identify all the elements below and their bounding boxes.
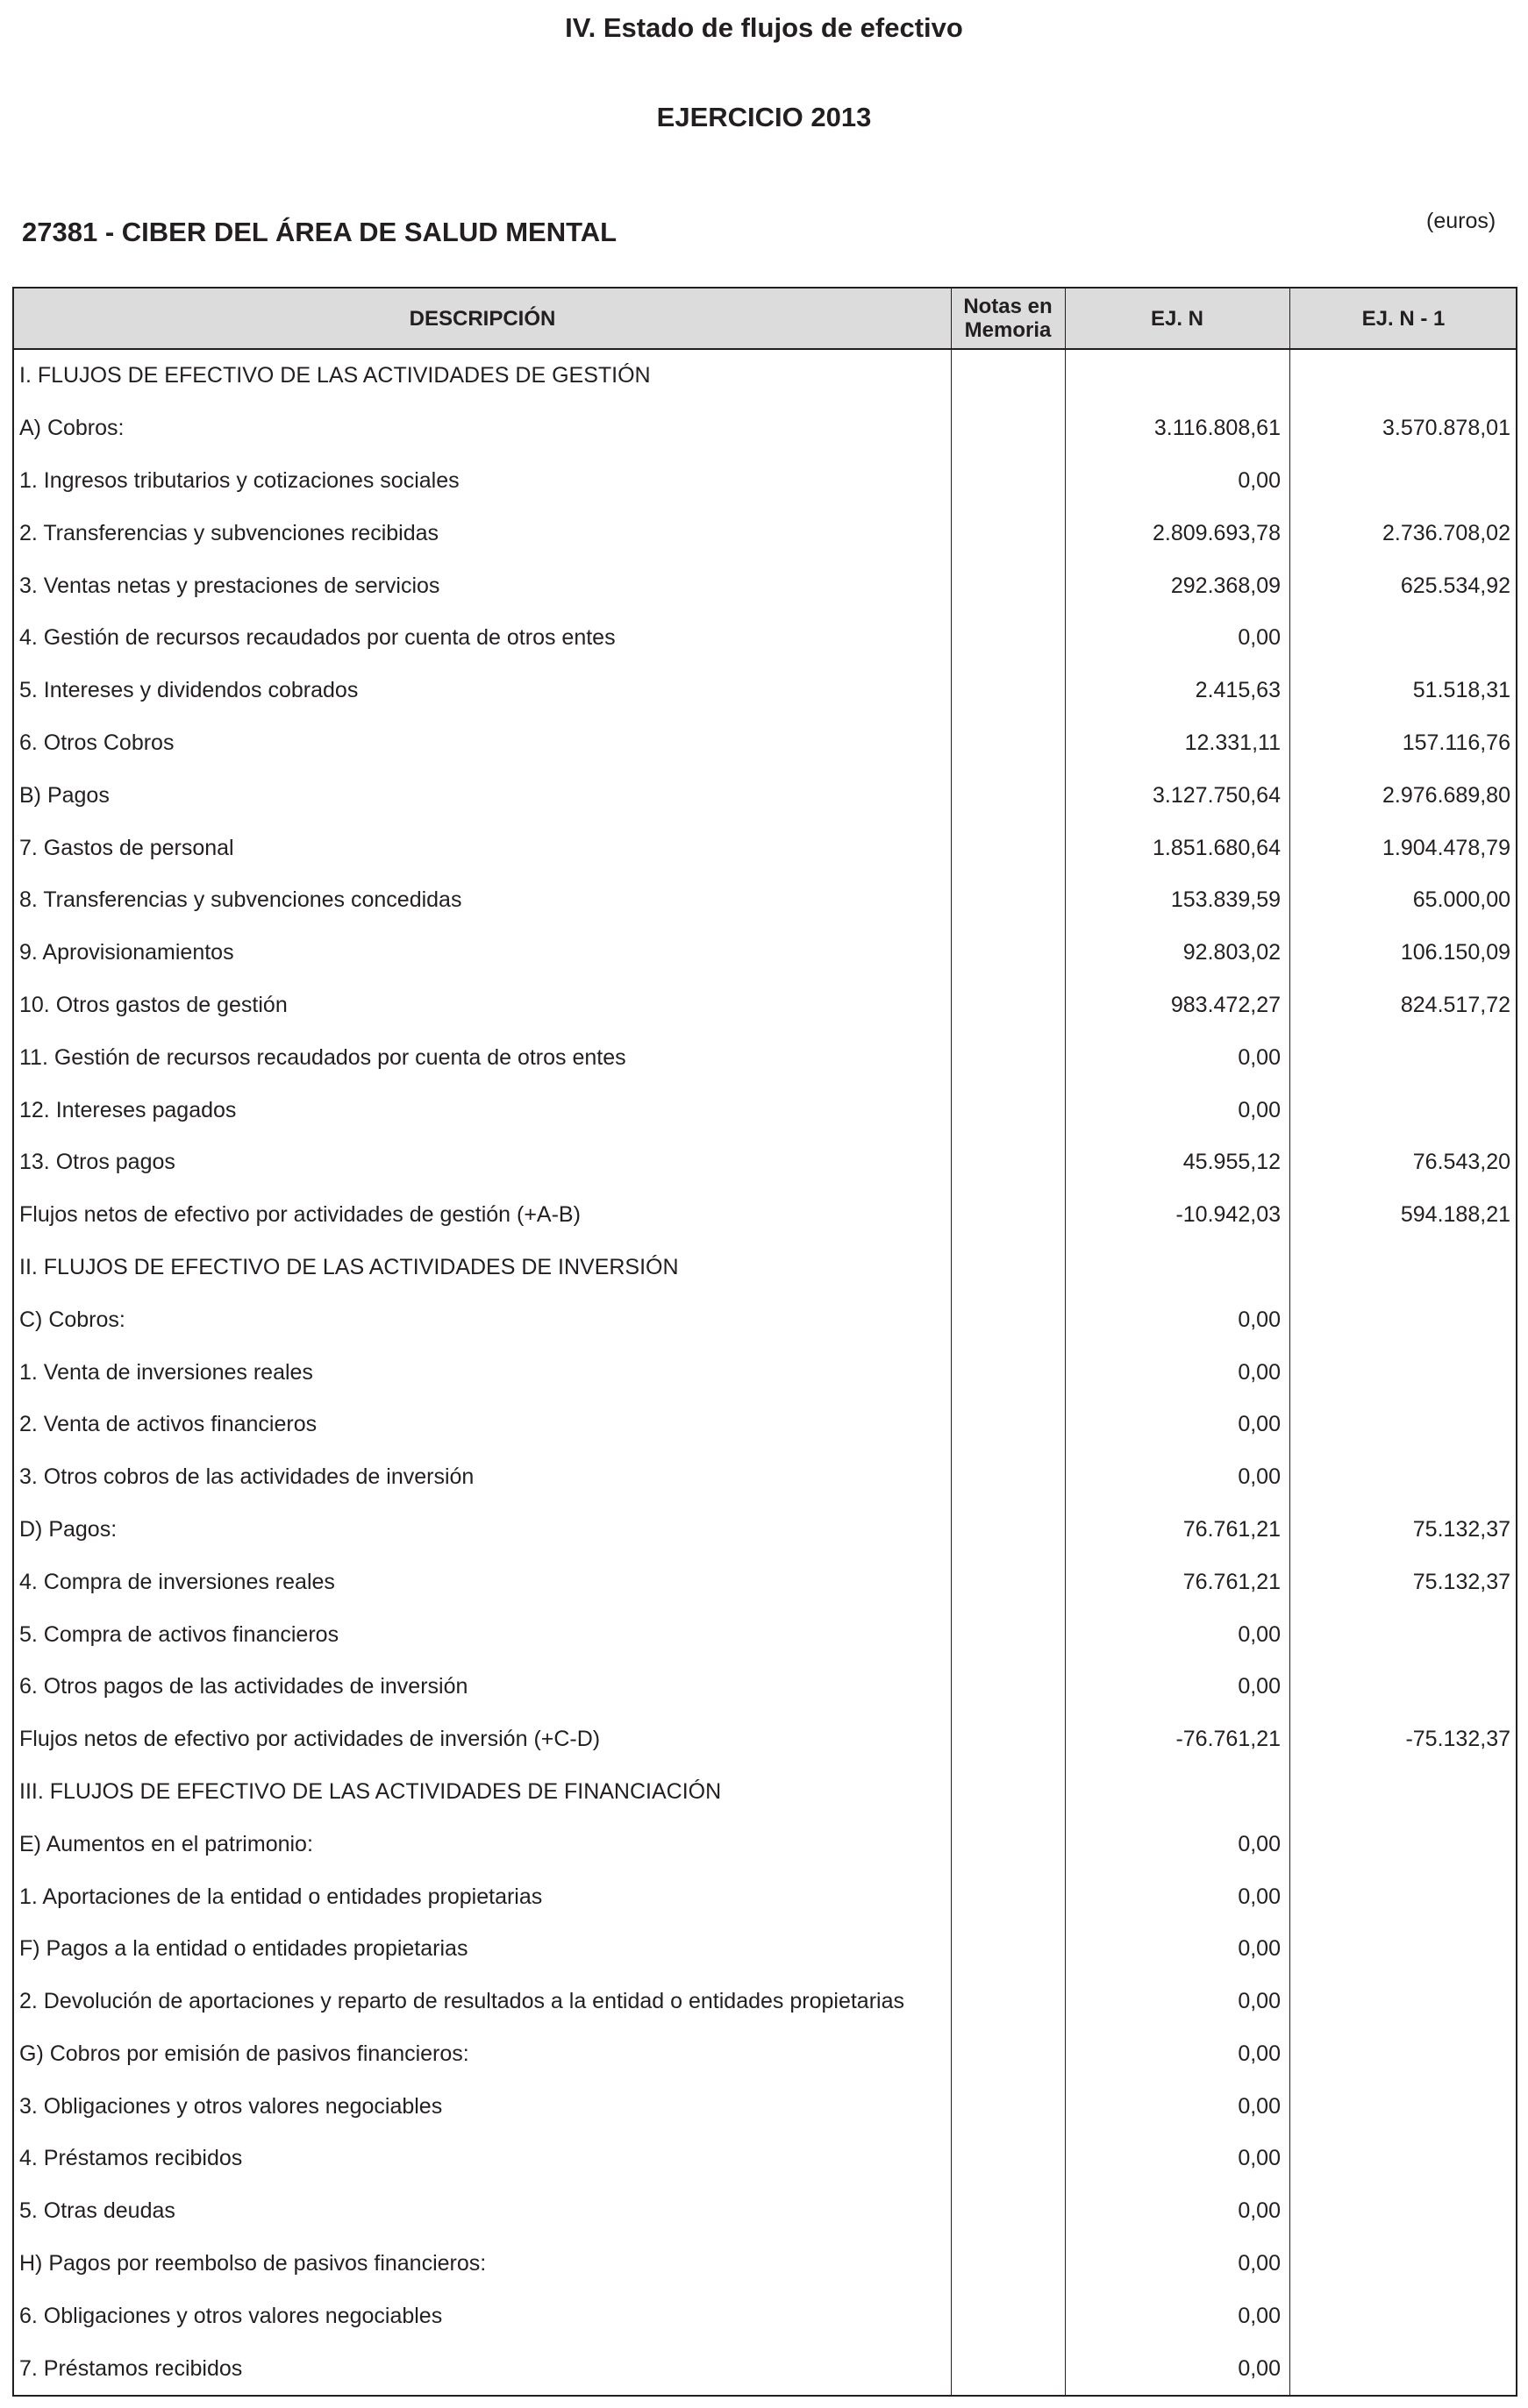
row-value-previous-year: 106.150,09 [1400, 940, 1510, 965]
row-value-previous-year [1289, 1608, 1510, 1661]
cash-flow-table [12, 287, 1517, 2397]
table-body [14, 350, 1516, 2395]
row-value-current-year: 0,00 [1238, 1621, 1281, 1647]
table-row [14, 1661, 1516, 1713]
row-value-current-year: 0,00 [1238, 1044, 1281, 1070]
row-description: III. FLUJOS DE EFECTIVO DE LAS ACTIVIDADES DE FINANCIACIÓN [19, 1778, 722, 1804]
table-row [14, 2028, 1516, 2081]
row-value-current-year: -76.761,21 [1175, 1727, 1281, 1752]
table-row [14, 717, 1516, 770]
row-value-current-year: 45.955,12 [1182, 1150, 1281, 1175]
row-description: 13. Otros pagos [19, 1150, 175, 1175]
row-value-current-year [1065, 1766, 1281, 1819]
row-value-current-year: 0,00 [1238, 2251, 1281, 2276]
row-value-previous-year [1289, 2342, 1510, 2395]
row-description: 3. Otros cobros de las actividades de inversión [19, 1464, 475, 1490]
table-row [14, 559, 1516, 612]
row-value-current-year: 0,00 [1238, 625, 1281, 651]
table-row [14, 1084, 1516, 1136]
table-row [14, 2185, 1516, 2238]
table-header [14, 289, 1516, 350]
row-value-current-year: 0,00 [1238, 2041, 1281, 2066]
row-value-previous-year [1289, 1084, 1510, 1136]
row-value-current-year: 0,00 [1238, 1936, 1281, 1962]
table-row [14, 507, 1516, 559]
row-value-previous-year [1289, 350, 1510, 403]
row-value-current-year: 0,00 [1238, 1097, 1281, 1122]
row-description: 6. Otros Cobros [19, 730, 175, 755]
row-value-previous-year: 2.976.689,80 [1382, 782, 1510, 808]
row-description: 7. Gastos de personal [19, 835, 234, 860]
row-value-previous-year: 65.000,00 [1412, 887, 1510, 913]
row-description: 10. Otros gastos de gestión [19, 992, 288, 1017]
row-description: D) Pagos: [19, 1516, 118, 1542]
row-value-previous-year [1289, 2028, 1510, 2081]
row-value-previous-year [1289, 1451, 1510, 1504]
row-description: 3. Ventas netas y prestaciones de servicios [19, 573, 440, 598]
row-description: 7. Préstamos recibidos [19, 2355, 243, 2381]
row-description: Flujos netos de efectivo por actividades de inversión (+C-D) [19, 1727, 601, 1752]
row-value-previous-year [1289, 1031, 1510, 1084]
row-value-current-year: 0,00 [1238, 1464, 1281, 1490]
row-value-previous-year: 75.132,37 [1412, 1569, 1510, 1594]
row-value-previous-year [1289, 1870, 1510, 1923]
row-description: 4. Compra de inversiones reales [19, 1569, 335, 1594]
row-value-previous-year: 2.736.708,02 [1382, 520, 1510, 545]
row-value-previous-year: 1.904.478,79 [1382, 835, 1510, 860]
row-value-current-year: 0,00 [1238, 2198, 1281, 2224]
row-description: 2. Devolución de aportaciones y reparto de resultados a la entidad o entidades propietarias [19, 1989, 904, 2014]
row-description: 1. Ingresos tributarios y cotizaciones sociales [19, 467, 460, 493]
row-description: 8. Transferencias y subvenciones concedidas [19, 887, 462, 913]
row-value-previous-year [1289, 612, 1510, 665]
row-description: 11. Gestión de recursos recaudados por cuenta de otros entes [19, 1044, 626, 1070]
column-header-description: DESCRIPCIÓN [409, 306, 556, 331]
row-value-current-year: 0,00 [1238, 2355, 1281, 2381]
table-row [14, 822, 1516, 874]
table-row [14, 1976, 1516, 2028]
row-description: A) Cobros: [19, 416, 125, 441]
row-description: C) Cobros: [19, 1307, 125, 1332]
row-value-current-year: 1.851.680,64 [1153, 835, 1281, 860]
table-row [14, 612, 1516, 665]
row-value-current-year: -10.942,03 [1175, 1202, 1281, 1228]
row-value-previous-year [1289, 1242, 1510, 1294]
row-description: F) Pagos a la entidad o entidades propietarias [19, 1936, 468, 1962]
row-description: 12. Intereses pagados [19, 1097, 237, 1122]
table-row [14, 455, 1516, 508]
row-value-current-year: 3.116.808,61 [1153, 416, 1281, 441]
table-row [14, 350, 1516, 403]
row-value-current-year: 292.368,09 [1170, 573, 1281, 598]
row-description: E) Aumentos en el patrimonio: [19, 1831, 313, 1856]
currency-units: (euros) [1426, 209, 1496, 233]
row-description: 1. Venta de inversiones reales [19, 1359, 313, 1385]
row-description: 2. Transferencias y subvenciones recibidas [19, 520, 439, 545]
table-row [14, 1870, 1516, 1923]
table-row [14, 403, 1516, 455]
row-value-previous-year [1289, 1818, 1510, 1870]
row-value-current-year: 12.331,11 [1184, 730, 1281, 755]
row-value-current-year: 2.415,63 [1195, 678, 1281, 703]
table-row [14, 1293, 1516, 1346]
row-value-previous-year: 625.534,92 [1400, 573, 1510, 598]
entity-name: 27381 - CIBER DEL ÁREA DE SALUD MENTAL [22, 217, 618, 247]
row-value-current-year: 92.803,02 [1182, 940, 1281, 965]
row-description: 9. Aprovisionamientos [19, 940, 234, 965]
table-row [14, 1923, 1516, 1976]
table-row [14, 1189, 1516, 1242]
row-value-current-year: 0,00 [1238, 2303, 1281, 2328]
row-value-current-year: 153.839,59 [1170, 887, 1281, 913]
row-value-previous-year: 824.517,72 [1400, 992, 1510, 1017]
table-row [14, 1399, 1516, 1451]
row-value-previous-year: 3.570.878,01 [1382, 416, 1510, 441]
row-value-previous-year: 51.518,31 [1412, 678, 1510, 703]
table-row [14, 980, 1516, 1032]
row-value-previous-year [1289, 2133, 1510, 2185]
row-value-current-year: 0,00 [1238, 1989, 1281, 2014]
row-value-previous-year [1289, 1976, 1510, 2028]
row-description: 4. Gestión de recursos recaudados por cuenta de otros entes [19, 625, 616, 651]
row-value-current-year: 0,00 [1238, 1831, 1281, 1856]
row-value-current-year: 76.761,21 [1182, 1569, 1281, 1594]
table-row [14, 1556, 1516, 1608]
row-value-current-year: 0,00 [1238, 467, 1281, 493]
column-header-notes: Notas en Memoria [963, 295, 1053, 342]
table-row [14, 1713, 1516, 1766]
row-value-current-year [1065, 350, 1281, 403]
row-value-current-year: 0,00 [1238, 1307, 1281, 1332]
row-description: B) Pagos [19, 782, 110, 808]
row-description: 2. Venta de activos financieros [19, 1412, 318, 1437]
exercise-year: EJERCICIO 2013 [656, 102, 872, 132]
row-value-previous-year: 76.543,20 [1412, 1150, 1510, 1175]
row-description: Flujos netos de efectivo por actividades de gestión (+A-B) [19, 1202, 581, 1228]
row-value-previous-year [1289, 1661, 1510, 1713]
row-description: G) Cobros por emisión de pasivos financieros: [19, 2041, 469, 2066]
row-value-previous-year: 594.188,21 [1400, 1202, 1510, 1228]
table-row [14, 1766, 1516, 1819]
table-row [14, 927, 1516, 980]
table-row [14, 665, 1516, 717]
row-description: 5. Compra de activos financieros [19, 1621, 339, 1647]
row-value-current-year: 0,00 [1238, 1412, 1281, 1437]
row-value-previous-year [1289, 1293, 1510, 1346]
table-row [14, 769, 1516, 822]
table-row [14, 1346, 1516, 1399]
row-value-current-year: 2.809.693,78 [1153, 520, 1281, 545]
row-value-previous-year [1289, 2290, 1510, 2342]
row-value-previous-year [1289, 2080, 1510, 2133]
row-description: 5. Intereses y dividendos cobrados [19, 678, 359, 703]
row-value-previous-year [1289, 1923, 1510, 1976]
row-description: 6. Otros pagos de las actividades de inversión [19, 1674, 468, 1699]
row-value-current-year [1065, 1242, 1281, 1294]
row-value-previous-year [1289, 1399, 1510, 1451]
document-title: IV. Estado de flujos de efectivo [565, 12, 963, 43]
row-description: II. FLUJOS DE EFECTIVO DE LAS ACTIVIDADES DE INVERSIÓN [19, 1254, 679, 1279]
row-description: 4. Préstamos recibidos [19, 2146, 243, 2171]
table-row [14, 874, 1516, 927]
row-value-previous-year: 75.132,37 [1412, 1516, 1510, 1542]
column-header-previous-year: EJ. N - 1 [1361, 306, 1446, 331]
row-value-previous-year [1289, 455, 1510, 508]
column-header-current-year: EJ. N [1150, 306, 1204, 331]
row-value-previous-year [1289, 1766, 1510, 1819]
table-row [14, 2080, 1516, 2133]
row-value-current-year: 0,00 [1238, 1884, 1281, 1909]
table-row [14, 1242, 1516, 1294]
table-row [14, 1818, 1516, 1870]
row-value-previous-year [1289, 2238, 1510, 2290]
row-description: 1. Aportaciones de la entidad o entidades propietarias [19, 1884, 543, 1909]
row-value-previous-year [1289, 1346, 1510, 1399]
table-row [14, 2133, 1516, 2185]
table-row [14, 1608, 1516, 1661]
row-value-current-year: 0,00 [1238, 1359, 1281, 1385]
row-value-previous-year [1289, 2185, 1510, 2238]
table-row [14, 2342, 1516, 2395]
row-value-current-year: 983.472,27 [1170, 992, 1281, 1017]
table-row [14, 1451, 1516, 1504]
row-value-current-year: 0,00 [1238, 2093, 1281, 2119]
table-row [14, 1136, 1516, 1189]
row-value-current-year: 3.127.750,64 [1153, 782, 1281, 808]
row-value-current-year: 0,00 [1238, 2146, 1281, 2171]
row-description: 5. Otras deudas [19, 2198, 175, 2224]
table-row [14, 1504, 1516, 1557]
row-value-previous-year: 157.116,76 [1402, 730, 1510, 755]
table-row [14, 1031, 1516, 1084]
table-row [14, 2238, 1516, 2290]
row-value-current-year: 0,00 [1238, 1674, 1281, 1699]
row-description: 3. Obligaciones y otros valores negociables [19, 2093, 443, 2119]
row-description: H) Pagos por reembolso de pasivos financieros: [19, 2251, 487, 2276]
row-description: I. FLUJOS DE EFECTIVO DE LAS ACTIVIDADES DE GESTIÓN [19, 363, 651, 388]
table-row [14, 2290, 1516, 2342]
row-value-previous-year: -75.132,37 [1405, 1727, 1510, 1752]
row-value-current-year: 76.761,21 [1182, 1516, 1281, 1542]
row-description: 6. Obligaciones y otros valores negociables [19, 2303, 443, 2328]
